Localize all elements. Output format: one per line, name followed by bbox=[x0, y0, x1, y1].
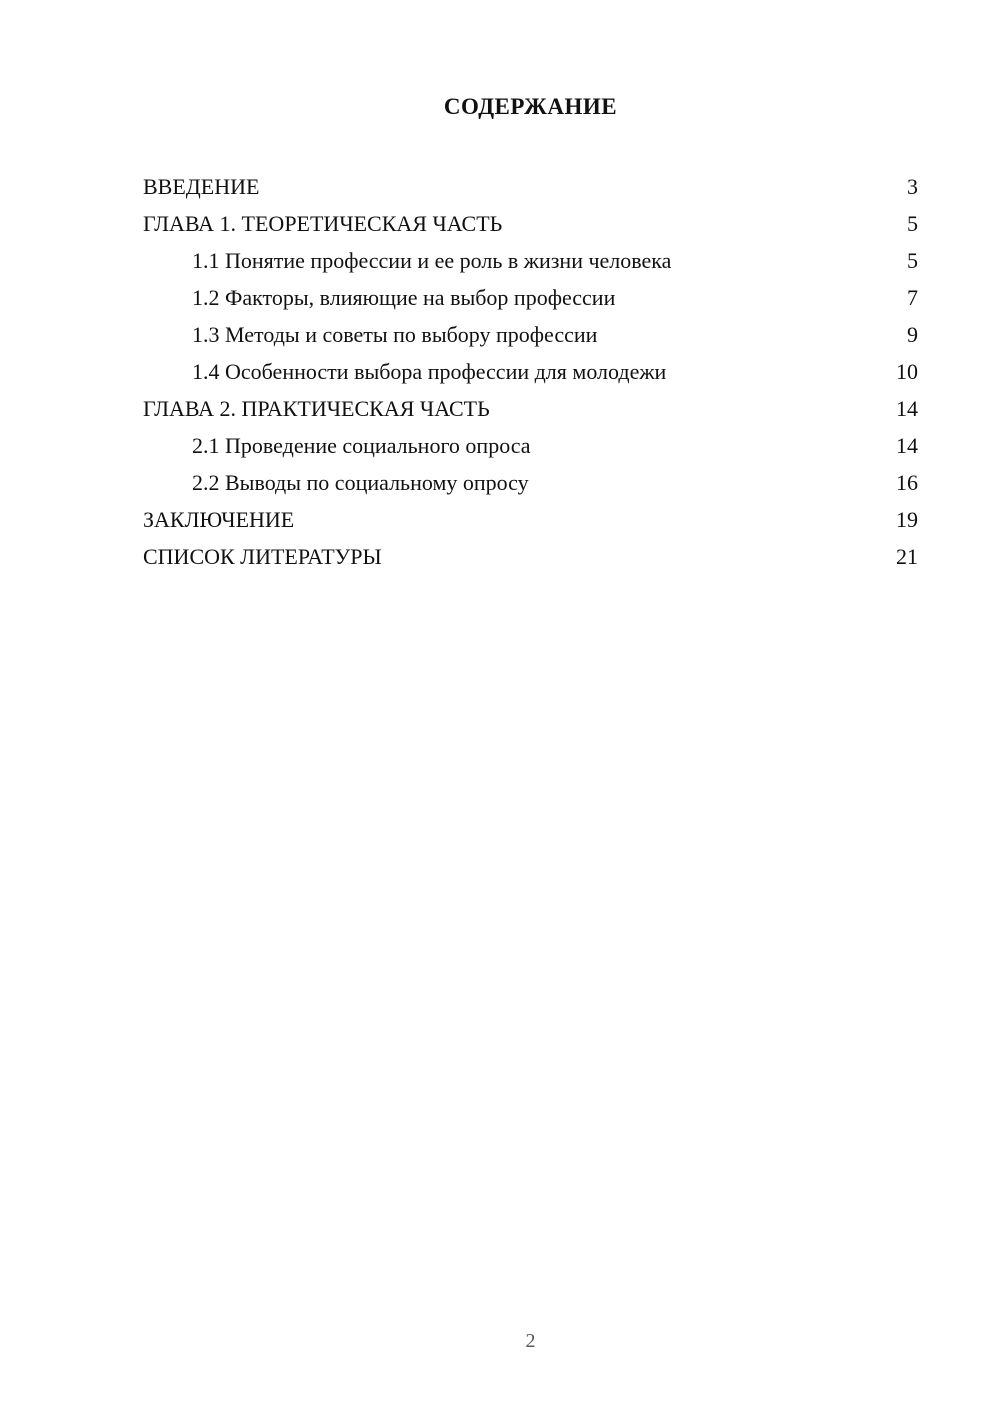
toc-entry-label: 1.2 Факторы, влияющие на выбор профессии bbox=[192, 285, 616, 310]
toc-entry-label: 2.2 Выводы по социальному опросу bbox=[192, 470, 529, 495]
toc-entry bbox=[143, 427, 918, 464]
toc-entry-label: ГЛАВА 2. ПРАКТИЧЕСКАЯ ЧАСТЬ bbox=[143, 396, 490, 421]
toc-entry-page: 7 bbox=[907, 285, 918, 310]
toc-entry-page: 9 bbox=[907, 322, 918, 347]
toc-entry bbox=[143, 316, 918, 353]
page-title: СОДЕРЖАНИЕ bbox=[443, 94, 618, 119]
toc-entry bbox=[143, 205, 918, 242]
toc-entry bbox=[143, 390, 918, 427]
toc-entry-label: 1.1 Понятие профессии и ее роль в жизни человека bbox=[192, 248, 672, 273]
toc-entry-page: 14 bbox=[896, 396, 918, 421]
table-of-contents bbox=[143, 168, 918, 575]
toc-entry-label: 2.1 Проведение социального опроса bbox=[192, 433, 531, 458]
toc-entry-label: 1.3 Методы и советы по выбору профессии bbox=[192, 322, 598, 347]
toc-entry-page: 19 bbox=[896, 507, 918, 532]
toc-entry-page: 3 bbox=[907, 174, 918, 199]
toc-entry-page: 5 bbox=[907, 248, 918, 273]
toc-entry-page: 10 bbox=[896, 359, 918, 384]
toc-entry-label: 1.4 Особенности выбора профессии для молодежи bbox=[192, 359, 667, 384]
toc-entry-label: СПИСОК ЛИТЕРАТУРЫ bbox=[143, 544, 382, 569]
toc-entry bbox=[143, 353, 918, 390]
toc-entry-page: 21 bbox=[896, 544, 918, 569]
toc-entry bbox=[143, 279, 918, 316]
footer-page-number: 2 bbox=[525, 1330, 536, 1352]
toc-entry bbox=[143, 538, 918, 575]
toc-entry-label: ВВЕДЕНИЕ bbox=[143, 174, 260, 199]
content-area bbox=[143, 0, 918, 575]
toc-entry-label: ЗАКЛЮЧЕНИЕ bbox=[143, 507, 295, 532]
toc-entry-page: 14 bbox=[896, 433, 918, 458]
toc-entry bbox=[143, 168, 918, 205]
toc-entry bbox=[143, 501, 918, 538]
toc-entry bbox=[143, 464, 918, 501]
toc-entry bbox=[143, 242, 918, 279]
toc-entry-page: 5 bbox=[907, 211, 918, 236]
toc-entry-page: 16 bbox=[896, 470, 918, 495]
toc-entry-label: ГЛАВА 1. ТЕОРЕТИЧЕСКАЯ ЧАСТЬ bbox=[143, 211, 503, 236]
